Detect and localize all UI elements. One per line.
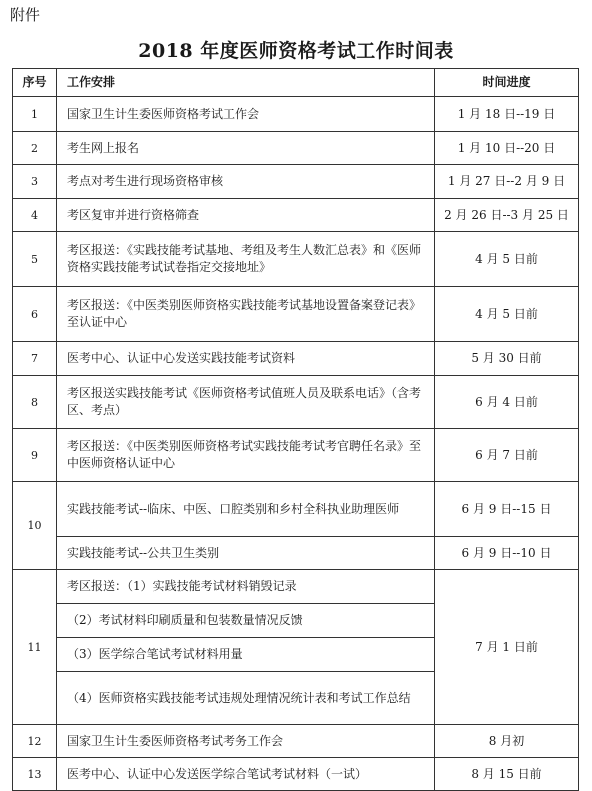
- row-work: 考生网上报名: [57, 132, 435, 165]
- row-time: 1 月 27 日--2 月 9 日: [435, 165, 579, 199]
- row-time: 1 月 18 日--19 日: [435, 97, 579, 132]
- table-row: [13, 287, 579, 342]
- table-row: [13, 725, 579, 758]
- row-work: 实践技能考试--公共卫生类别: [57, 537, 435, 570]
- row-time: 4 月 5 日前: [435, 287, 579, 342]
- row-seq: 9: [13, 429, 57, 482]
- row-time: 5 月 30 日前: [435, 342, 579, 376]
- row-time: 2 月 26 日--3 月 25 日: [435, 199, 579, 232]
- table-row: [13, 758, 579, 791]
- row-seq: 13: [13, 758, 57, 791]
- row-work: 考区报送：《实践技能考试基地、考组及考生人数汇总表》和《医师资格实践技能考试试卷指定交接地址》: [57, 232, 435, 287]
- row-work: 考区报送：《中医类别医师资格考试实践技能考试考官聘任名录》至中医师资格认证中心: [57, 429, 435, 482]
- table-row: [13, 199, 579, 232]
- table-row: [13, 429, 579, 482]
- document-title: 2018 年度医师资格考试工作时间表: [138, 40, 454, 62]
- row-seq: 2: [13, 132, 57, 165]
- row-work: 实践技能考试--临床、中医、口腔类别和乡村全科执业助理医师: [57, 482, 435, 537]
- row-time: 7 月 1 日前: [435, 570, 579, 725]
- row-time: 6 月 4 日前: [435, 376, 579, 429]
- header-row: [13, 69, 579, 97]
- row-work: 考区报送实践技能考试《医师资格考试值班人员及联系电话》（含考区、考点）: [57, 376, 435, 429]
- table-row: [13, 232, 579, 287]
- table-row: [13, 97, 579, 132]
- row-time: 8 月初: [435, 725, 579, 758]
- table-row: [13, 570, 579, 604]
- row-work: （4）医师资格实践技能考试违规处理情况统计表和考试工作总结: [57, 672, 435, 725]
- row-seq: 6: [13, 287, 57, 342]
- header-seq: 序号: [13, 69, 57, 97]
- row-seq: 12: [13, 725, 57, 758]
- row-seq: 7: [13, 342, 57, 376]
- row-seq: 1: [13, 97, 57, 132]
- row-time: 1 月 10 日--20 日: [435, 132, 579, 165]
- row-time: 6 月 7 日前: [435, 429, 579, 482]
- table-row: [13, 537, 579, 570]
- row-seq: 11: [13, 570, 57, 725]
- table-row: [13, 165, 579, 199]
- table-row: [13, 482, 579, 537]
- row-work: 医考中心、认证中心发送实践技能考试资料: [57, 342, 435, 376]
- header-work: 工作安排: [57, 69, 435, 97]
- attachment-label: 附件: [10, 6, 41, 24]
- row-seq: 5: [13, 232, 57, 287]
- row-work: 考区复审并进行资格筛查: [57, 199, 435, 232]
- row-time: 4 月 5 日前: [435, 232, 579, 287]
- header-time: 时间进度: [435, 69, 579, 97]
- schedule-table: [12, 68, 579, 791]
- row-work: 医考中心、认证中心发送医学综合笔试考试材料（一试）: [57, 758, 435, 791]
- row-seq: 8: [13, 376, 57, 429]
- row-time: 6 月 9 日--15 日: [435, 482, 579, 537]
- row-work: 考区报送：《中医类别医师资格实践技能考试基地设置备案登记表》至认证中心: [57, 287, 435, 342]
- table-row: [13, 376, 579, 429]
- table-row: [13, 132, 579, 165]
- row-work: （3）医学综合笔试考试材料用量: [57, 638, 435, 672]
- row-seq: 3: [13, 165, 57, 199]
- row-work: 考点对考生进行现场资格审核: [57, 165, 435, 199]
- row-work: 国家卫生计生委医师资格考试工作会: [57, 97, 435, 132]
- row-time: 6 月 9 日--10 日: [435, 537, 579, 570]
- row-work: 国家卫生计生委医师资格考试考务工作会: [57, 725, 435, 758]
- row-work: 考区报送：（1）实践技能考试材料销毁记录: [57, 570, 435, 604]
- row-work: （2）考试材料印刷质量和包装数量情况反馈: [57, 604, 435, 638]
- row-time: 8 月 15 日前: [435, 758, 579, 791]
- row-seq: 4: [13, 199, 57, 232]
- table-row: [13, 342, 579, 376]
- row-seq: 10: [13, 482, 57, 570]
